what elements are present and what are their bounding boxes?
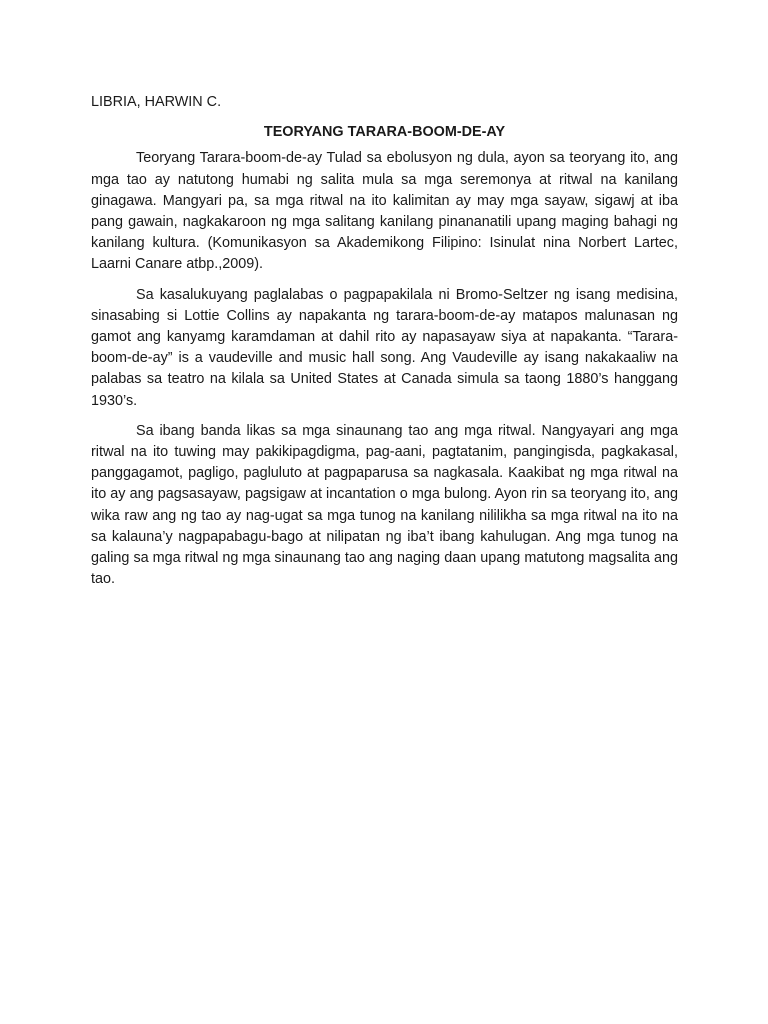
document-title: TEORYANG TARARA-BOOM-DE-AY [263,124,506,141]
paragraph-3: Sa ibang banda likas sa mga sinaunang tao ang mga ritwal. Nangyayari ang mga ritwal na ito tuwing may pakikipagdigma, pag-aani, pagtatanim, pangingisda, pagkakasal, panggagamot, pagligo, pagluluto at pagpaparusa sa nagkasala. Kaakibat ng mga ritwal na ito ay ang pagsasayaw, pagsigaw at incantation o mga bulong. Ayon rin sa teoryang ito, ang wika raw ang ng tao ay nag-ugat sa mga tunog na kanilang nililikha sa mga ritwal na ito na sa kalauna’y nagpapabagu-bago at nilipatan ng iba’t ibang kahulugan. Ang mga tunog na galing sa mga ritwal ng mga sinaunang tao ang naging daan upang matutong magsalita ang tao. [91,422,678,588]
author-name: LIBRIA, HARWIN C. [91,94,222,110]
paragraph-1: Teoryang Tarara-boom-de-ay Tulad sa ebolusyon ng dula, ayon sa teoryang ito, ang mga tao ay natutong humabi ng salita mula sa mga seremonya at ritwal na kanilang ginagawa. Mangyari pa, sa mga ritwal na ito kalimitan ay may mga sayaw, sigawj at iba pang gawain, nagkakaroon ng mga salitang kanilang pinananatili upang maging bahagi ng kanilang kultura. (Komunikasyon sa Akademikong Filipino: Isinulat nina Norbert Lartec, Laarni Canare atbp.,2009). [91,150,678,273]
paragraph-2: Sa kasalukuyang paglalabas o pagpapakilala ni Bromo-Seltzer ng isang medisina, sinasabing si Lottie Collins ay napakanta ng tarara-boom-de-ay matapos malunasan ng gamot ang kanyamg karamdaman at dahil rito ay napasayaw siya at napakanta. “Tarara-boom-de-ay” is a vaudeville and music hall song. Ang Vaudeville ay isang nakakaaliw na palabas sa teatro na kilala sa United States at Canada simula sa taong 1880’s hanggang 1930’s. [91,286,678,409]
document-body [91,92,678,599]
